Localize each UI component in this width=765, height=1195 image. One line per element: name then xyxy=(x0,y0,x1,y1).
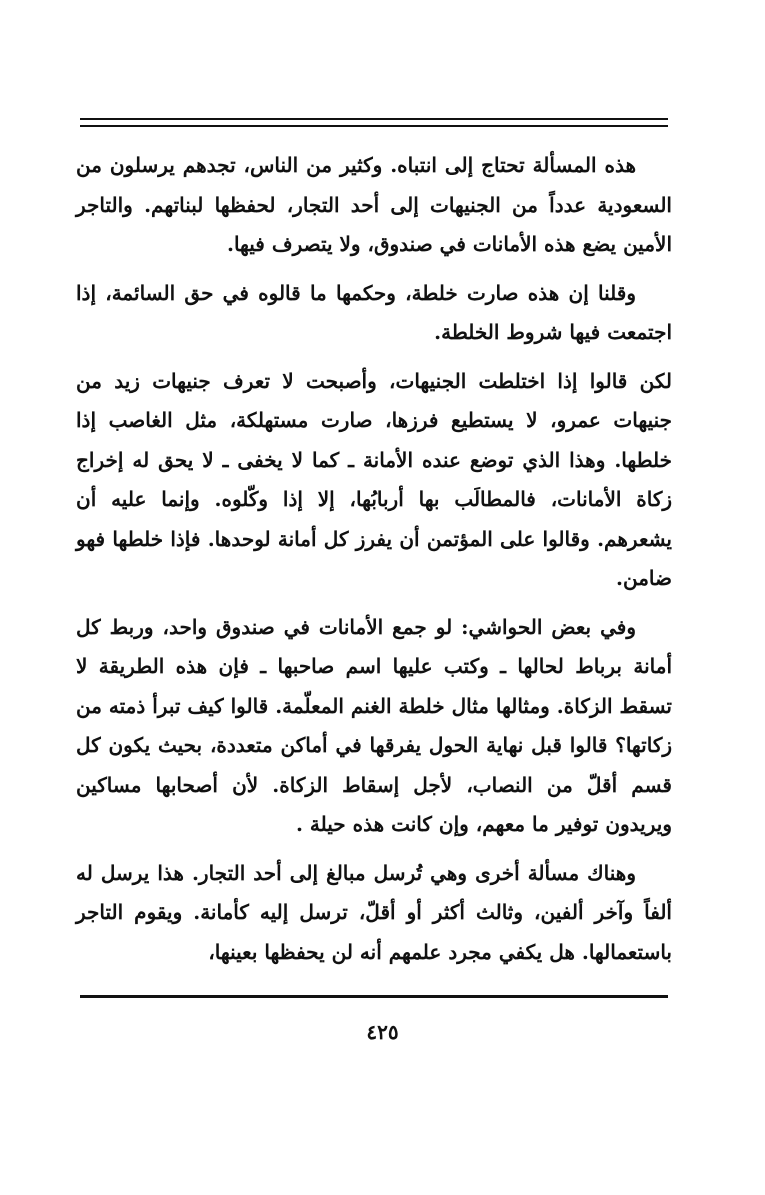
paragraph xyxy=(76,854,672,973)
paragraph xyxy=(76,608,672,845)
body-text xyxy=(76,146,672,981)
paragraph xyxy=(76,274,672,353)
paragraph-text: وهناك مسألة أخرى وهي تُرسل مبالغ إلى أحد التجار. هذا يرسل له ألفاً وآخر ألفين، وثالث أكثر أو أقلّ، ترسل إليه كأمانة. ويقوم التاجر باستعمالها. هل يكفي مجرد علمهم أنه لن يحفظها بعينها، xyxy=(76,860,672,964)
paragraph-text: وقلنا إن هذه صارت خلطة، وحكمها ما قالوه في حق السائمة، إذا اجتمعت فيها شروط الخلطة. xyxy=(76,280,672,344)
paragraph xyxy=(76,146,672,265)
page-number: ٤٢٥ xyxy=(366,1020,399,1044)
footer-rule xyxy=(80,995,668,998)
paragraph xyxy=(76,362,672,599)
paragraph-text: وفي بعض الحواشي: لو جمع الأمانات في صندوق واحد، وربط كل أمانة برباط لحالها ـ وكتب عليها اسم صاحبها ـ فإن هذه الطريقة لا تسقط الزكاة. ومثالها مثال خلطة الغنم المعلّمة. قالوا كيف تبرأ ذمته من زكاتها؟ قالوا قبل نهاية الحول يفرقها في أماكن متعددة، بحيث يكون كل قسم أقلّ من النصاب، لأجل إسقاط الزكاة. لأن أصحابها مساكين ويريدون توفير ما معهم، وإن كانت هذه حيلة . xyxy=(75,614,672,836)
header-rule-upper xyxy=(80,118,668,120)
paragraph-text: لكن قالوا إذا اختلطت الجنيهات، وأصبحت لا تعرف جنيهات زيد من جنيهات عمرو، لا يستطيع فرزها، صارت مستهلكة، مثل الغاصب إذا خلطها. وهذا الذي توضع عنده الأمانة ـ كما لا يخفى ـ لا يحق له إخراج زكاة الأمانات، فالمطالَب بها أربابُها، إلا إذا وكّلوه. وإنما عليه أن يشعرهم. وقالوا على المؤتمن أن يفرز كل أمانة لوحدها. فإذا خلطها فهو ضامن. xyxy=(76,368,673,590)
paragraph-text: هذه المسألة تحتاج إلى انتباه. وكثير من الناس، تجدهم يرسلون من السعودية عدداً من الجنيهات إلى أحد التجار، لحفظها لبناتهم. والتاجر الأمين يضع هذه الأمانات في صندوق، ولا يتصرف فيها. xyxy=(76,153,672,256)
header-rule-lower xyxy=(80,125,668,127)
